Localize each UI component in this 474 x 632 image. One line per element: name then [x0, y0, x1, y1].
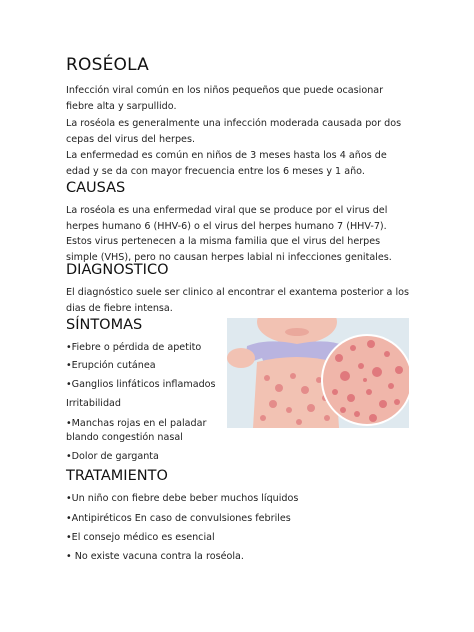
symptom-item: •Ganglios linfáticos inflamados	[66, 379, 216, 390]
diagnostico-heading: DIAGNOSTICO	[66, 262, 169, 278]
symptom-item: •Dolor de garganta	[66, 451, 159, 462]
treatment-item: •El consejo médico es esencial	[66, 532, 215, 543]
intro-paragraph-3: La enfermedad es común en niños de 3 meses hasta los 4 años de edad y se da con mayor frecuencia entre los 6 meses y 1 año.	[66, 150, 387, 177]
child-rash-image	[227, 318, 409, 428]
diagnostico-text: El diagnóstico suele ser clinico al encontrar el exantema posterior a los dias de fiebre intensa.	[66, 287, 409, 314]
causas-heading: CAUSAS	[66, 180, 126, 196]
sintomas-heading: SÍNTOMAS	[66, 317, 143, 333]
symptom-item: Irritabilidad	[66, 398, 121, 409]
roseola-rash-illustration	[227, 318, 409, 428]
intro-paragraph-2: La roséola es generalmente una infección moderada causada por dos cepas del virus del herpes.	[66, 118, 402, 145]
causas-text: La roséola es una enfermedad viral que se produce por el virus del herpes humano 6 (HHV-6) o el virus del herpes humano 7 (HHV-7). Estos virus pertenecen a la misma familia que el virus del herpes simple (VHS), pero no causan herpes labial ni infecciones genitales.	[66, 205, 392, 263]
symptom-item: •Manchas rojas en el paladar	[66, 418, 207, 429]
page-title: ROSÉOLA	[66, 55, 149, 75]
symptom-item: •Fiebre o pérdida de apetito	[66, 342, 202, 353]
treatment-item: • No existe vacuna contra la roséola.	[66, 551, 244, 562]
tratamiento-heading: TRATAMIENTO	[66, 468, 168, 484]
symptom-item: •Erupción cutánea	[66, 360, 156, 371]
treatment-item: •Antipiréticos En caso de convulsiones febriles	[66, 513, 291, 524]
intro-paragraph-1: Infección viral común en los niños pequeños que puede ocasionar fiebre alta y sarpullido.	[66, 85, 384, 112]
symptom-item: blando congestión nasal	[66, 432, 183, 443]
treatment-item: •Un niño con fiebre debe beber muchos líquidos	[66, 493, 299, 504]
